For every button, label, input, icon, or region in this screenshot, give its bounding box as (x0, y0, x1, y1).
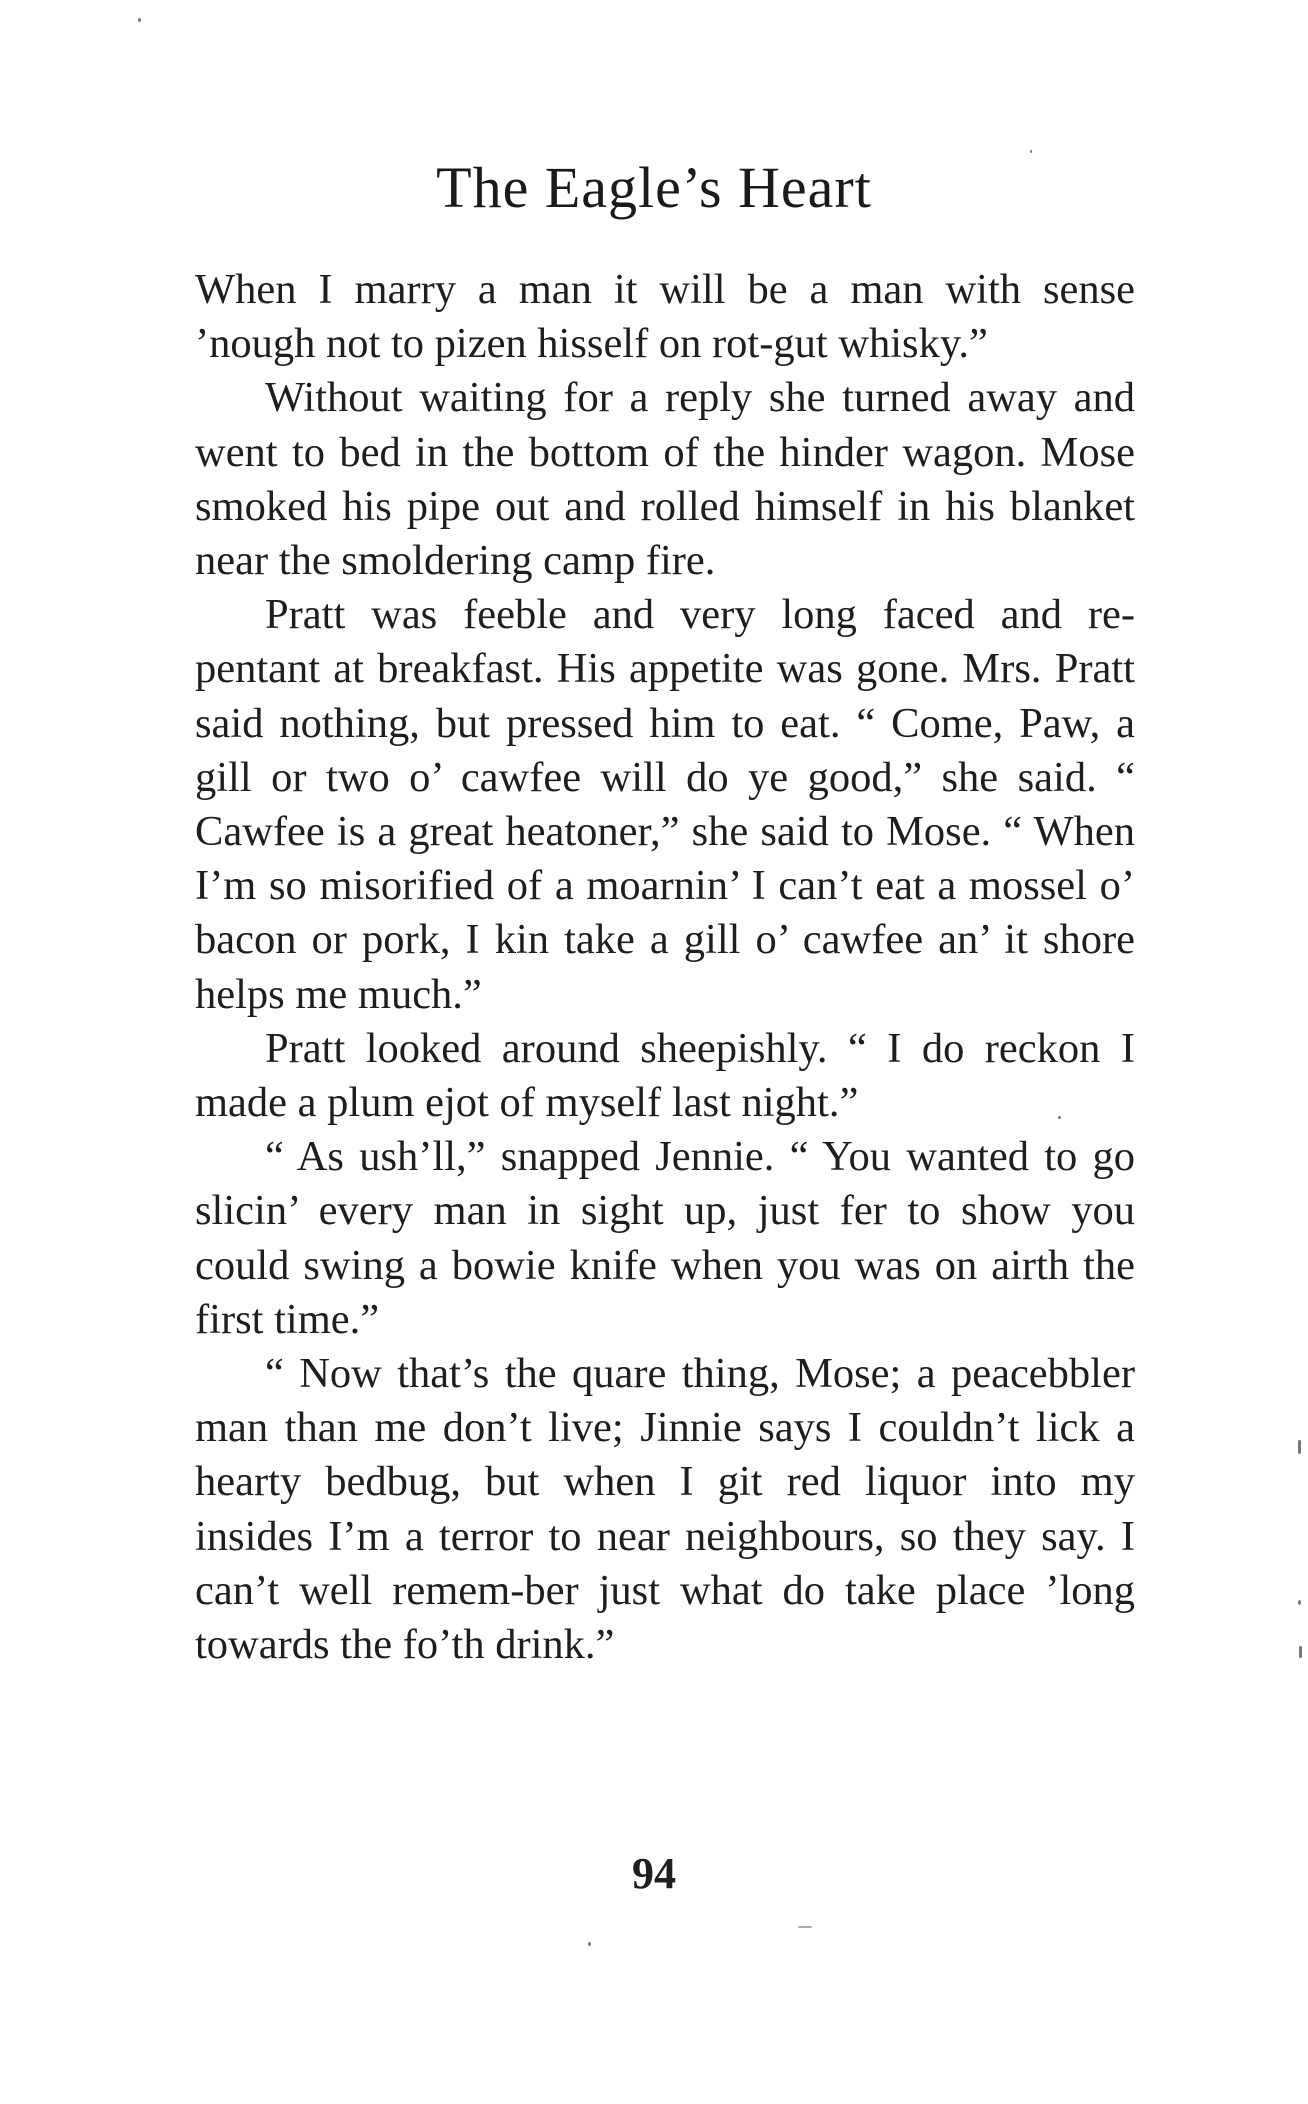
body-text (195, 263, 1135, 1672)
paper-speck (1298, 1600, 1301, 1605)
page-number: 94 (632, 1849, 676, 1898)
running-head: The Eagle’s Heart (436, 155, 872, 220)
paper-speck (588, 1942, 591, 1946)
paper-speck (798, 1926, 812, 1928)
paragraph: “ Now that’s the quare thing, Mose; a peacebbler man than me don’t live; Jinnie says I couldn’t lick a hearty bedbug, but when I git red liquor into my insides I’m a terror to near neighbours, so they say. I can’t well remem-ber just what do take place ’long towards the fo’th drink.” (195, 1350, 1135, 1669)
paragraph: “ As ush’ll,” snapped Jennie. “ You wanted to go slicin’ every man in sight up, just fer to show you could swing a bowie knife when you was on airth the first time.” (195, 1133, 1135, 1343)
paragraph: Pratt looked around sheepishly. “ I do reckon I made a plum ejot of myself last night.” (195, 1024, 1135, 1127)
paper-speck (138, 18, 141, 22)
paper-speck (1058, 1116, 1061, 1119)
paper-speck (1298, 1440, 1301, 1454)
paragraph: Pratt was feeble and very long faced and re-pentant at breakfast. His appetite was gone. Mrs. Pratt said nothing, but pressed him to eat. “ Come, Paw, a gill or two o’ cawfee will do ye good,” she said. “ Cawfee is a great heatoner,” she said to Mose. “ When I’m so misorified of a moarnin’ I can’t eat a mossel o’ bacon or pork, I kin take a gill o’ cawfee an’ it shore helps me much.” (195, 591, 1135, 1018)
paper-speck (1030, 150, 1032, 153)
paper-speck (1299, 1646, 1302, 1658)
paragraph: When I marry a man it will be a man with sense ’nough not to pizen hisself on rot-gut whisky.” (195, 266, 1135, 368)
paragraph: Without waiting for a reply she turned away and went to bed in the bottom of the hinder wagon. Mose smoked his pipe out and rolled himself in his blanket near the smoldering camp fire. (195, 374, 1135, 585)
